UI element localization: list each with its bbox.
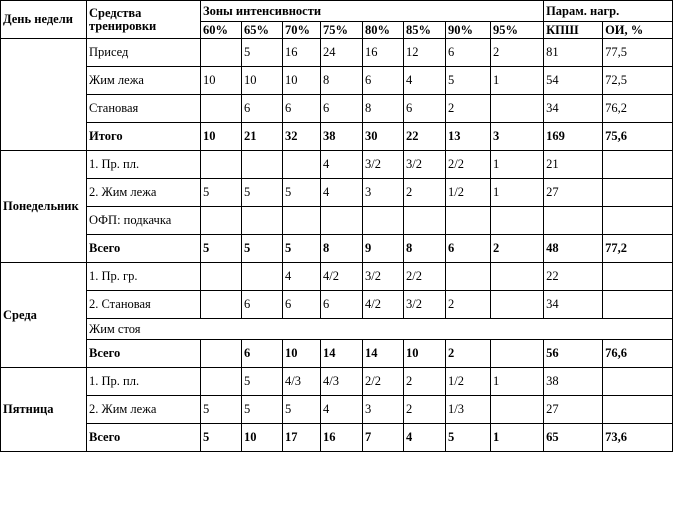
kpsh-cell: 21 [544, 151, 603, 179]
table-row [1, 207, 673, 235]
total-row [1, 123, 673, 151]
kpsh-cell: 27 [544, 396, 603, 424]
zone-cell: 22 [404, 123, 446, 151]
day-cell: Среда [1, 263, 87, 368]
zone-cell [201, 263, 242, 291]
zone-cell [446, 263, 491, 291]
zone-cell [491, 263, 544, 291]
zone-header: 75% [321, 22, 363, 39]
zone-cell: 13 [446, 123, 491, 151]
oi-header: ОИ, % [603, 22, 673, 39]
zone-cell: 1 [491, 368, 544, 396]
zone-cell: 5 [242, 396, 283, 424]
zone-cell: 10 [242, 424, 283, 452]
params-column-header: Парам. нагр. [544, 1, 673, 22]
kpsh-cell: 56 [544, 340, 603, 368]
means-cell: Присед [87, 39, 201, 67]
oi-cell: 77,5 [603, 39, 673, 67]
zone-header: 70% [283, 22, 321, 39]
zone-cell [242, 151, 283, 179]
zone-cell: 32 [283, 123, 321, 151]
zone-cell: 4 [321, 151, 363, 179]
zone-cell [201, 151, 242, 179]
zone-cell: 6 [321, 291, 363, 319]
zone-cell [201, 95, 242, 123]
zone-cell: 10 [201, 67, 242, 95]
oi-cell [603, 151, 673, 179]
means-cell: 1. Пр. пл. [87, 368, 201, 396]
means-cell: Жим стоя [87, 319, 673, 340]
zone-cell [201, 291, 242, 319]
zone-cell: 6 [363, 67, 404, 95]
zone-cell: 10 [201, 123, 242, 151]
zone-cell: 3/2 [363, 263, 404, 291]
kpsh-header: КПШ [544, 22, 603, 39]
oi-cell: 72,5 [603, 67, 673, 95]
zone-cell [363, 207, 404, 235]
zone-cell: 3/2 [363, 151, 404, 179]
zone-cell: 4/2 [363, 291, 404, 319]
total-row [1, 424, 673, 452]
oi-cell [603, 291, 673, 319]
zone-cell: 8 [321, 67, 363, 95]
day-cell: Пятница [1, 368, 87, 452]
table-row [1, 179, 673, 207]
zone-cell [201, 340, 242, 368]
oi-cell: 73,6 [603, 424, 673, 452]
zone-cell [491, 396, 544, 424]
zone-cell: 14 [321, 340, 363, 368]
zone-cell [491, 340, 544, 368]
zone-cell: 5 [242, 39, 283, 67]
zone-cell [491, 291, 544, 319]
zone-cell: 38 [321, 123, 363, 151]
zones-column-header: Зоны интенсивности [201, 1, 544, 22]
zone-header: 90% [446, 22, 491, 39]
zone-cell: 2/2 [404, 263, 446, 291]
zone-cell: 8 [404, 235, 446, 263]
zone-cell: 5 [283, 235, 321, 263]
zone-header: 95% [491, 22, 544, 39]
table-row [1, 263, 673, 291]
oi-cell: 75,6 [603, 123, 673, 151]
zone-cell: 5 [242, 368, 283, 396]
zone-cell: 1 [491, 67, 544, 95]
zone-cell: 6 [242, 291, 283, 319]
zone-cell: 2 [491, 39, 544, 67]
zone-cell [283, 151, 321, 179]
zone-cell [283, 207, 321, 235]
oi-cell: 76,6 [603, 340, 673, 368]
means-column-header: Средства тренировки [87, 1, 201, 39]
kpsh-cell [544, 207, 603, 235]
zone-cell [491, 207, 544, 235]
zone-cell: 21 [242, 123, 283, 151]
zone-header: 80% [363, 22, 404, 39]
means-cell: 1. Пр. гр. [87, 263, 201, 291]
oi-cell: 76,2 [603, 95, 673, 123]
zone-cell: 17 [283, 424, 321, 452]
zone-cell: 4/3 [283, 368, 321, 396]
table-row [1, 67, 673, 95]
zone-cell: 14 [363, 340, 404, 368]
zone-cell: 1 [491, 151, 544, 179]
zone-cell [491, 95, 544, 123]
means-cell: 1. Пр. пл. [87, 151, 201, 179]
oi-cell [603, 396, 673, 424]
kpsh-cell: 169 [544, 123, 603, 151]
means-cell: Всего [87, 235, 201, 263]
zone-cell: 16 [321, 424, 363, 452]
zone-cell: 5 [242, 179, 283, 207]
zone-cell: 6 [283, 95, 321, 123]
kpsh-cell: 38 [544, 368, 603, 396]
day-cell: Понедельник [1, 151, 87, 263]
zone-cell: 6 [404, 95, 446, 123]
zone-cell: 10 [283, 67, 321, 95]
zone-cell: 7 [363, 424, 404, 452]
zone-cell: 10 [242, 67, 283, 95]
zone-cell: 2 [446, 95, 491, 123]
table-row [1, 291, 673, 319]
zone-cell: 16 [283, 39, 321, 67]
oi-cell [603, 207, 673, 235]
zone-cell: 16 [363, 39, 404, 67]
zone-cell: 2 [446, 340, 491, 368]
means-cell: Всего [87, 340, 201, 368]
zone-cell: 2/2 [363, 368, 404, 396]
total-row [1, 235, 673, 263]
kpsh-cell: 34 [544, 95, 603, 123]
zone-cell: 5 [201, 396, 242, 424]
kpsh-cell: 54 [544, 67, 603, 95]
zone-cell [201, 368, 242, 396]
zone-cell: 12 [404, 39, 446, 67]
zone-cell: 8 [363, 95, 404, 123]
zone-cell: 1/2 [446, 368, 491, 396]
means-cell: Жим лежа [87, 67, 201, 95]
zone-cell: 4 [283, 263, 321, 291]
zone-cell [201, 39, 242, 67]
table-row [1, 39, 673, 67]
zone-cell: 5 [283, 396, 321, 424]
zone-cell: 3/2 [404, 291, 446, 319]
kpsh-cell: 27 [544, 179, 603, 207]
zone-cell: 3/2 [404, 151, 446, 179]
zone-cell: 5 [201, 424, 242, 452]
zone-cell: 2 [404, 368, 446, 396]
zone-cell [242, 207, 283, 235]
means-cell: Всего [87, 424, 201, 452]
table-body [1, 39, 673, 452]
zone-cell: 3 [363, 179, 404, 207]
means-cell: 2. Жим лежа [87, 179, 201, 207]
zone-header: 65% [242, 22, 283, 39]
table-row [1, 319, 673, 340]
day-cell [1, 39, 87, 151]
zone-cell: 2 [404, 179, 446, 207]
zone-cell: 9 [363, 235, 404, 263]
zone-cell: 2 [446, 291, 491, 319]
kpsh-cell: 48 [544, 235, 603, 263]
zone-cell: 6 [446, 235, 491, 263]
kpsh-cell: 34 [544, 291, 603, 319]
zone-cell: 3 [491, 123, 544, 151]
means-cell: Становая [87, 95, 201, 123]
zone-cell: 1/2 [446, 179, 491, 207]
means-cell: 2. Жим лежа [87, 396, 201, 424]
means-cell: 2. Становая [87, 291, 201, 319]
kpsh-cell: 65 [544, 424, 603, 452]
zone-cell: 30 [363, 123, 404, 151]
zone-cell: 6 [321, 95, 363, 123]
zone-cell [201, 207, 242, 235]
zone-cell: 3 [363, 396, 404, 424]
zone-cell: 24 [321, 39, 363, 67]
zone-cell: 1 [491, 424, 544, 452]
zone-cell: 5 [201, 235, 242, 263]
zone-cell: 6 [242, 95, 283, 123]
table-row [1, 396, 673, 424]
oi-cell: 77,2 [603, 235, 673, 263]
means-cell: ОФП: подкачка [87, 207, 201, 235]
kpsh-cell: 81 [544, 39, 603, 67]
zone-cell: 4/2 [321, 263, 363, 291]
zone-cell: 5 [201, 179, 242, 207]
zone-cell: 8 [321, 235, 363, 263]
kpsh-cell: 22 [544, 263, 603, 291]
zone-cell: 5 [446, 424, 491, 452]
zone-cell: 5 [283, 179, 321, 207]
table-row [1, 95, 673, 123]
total-row [1, 340, 673, 368]
zone-cell: 2 [491, 235, 544, 263]
oi-cell [603, 263, 673, 291]
zone-cell: 6 [283, 291, 321, 319]
zone-cell [242, 263, 283, 291]
zone-header: 85% [404, 22, 446, 39]
table-row [1, 151, 673, 179]
zone-cell: 1/3 [446, 396, 491, 424]
zone-cell: 10 [283, 340, 321, 368]
zone-cell: 1 [491, 179, 544, 207]
oi-cell [603, 368, 673, 396]
day-column-header: День недели [1, 1, 87, 39]
zone-cell: 2 [404, 396, 446, 424]
zone-cell: 2/2 [446, 151, 491, 179]
zone-cell [321, 207, 363, 235]
zone-cell: 6 [446, 39, 491, 67]
zone-cell: 6 [242, 340, 283, 368]
zone-cell [404, 207, 446, 235]
zone-cell: 5 [446, 67, 491, 95]
means-cell: Итого [87, 123, 201, 151]
zone-header: 60% [201, 22, 242, 39]
zone-cell: 10 [404, 340, 446, 368]
zone-cell: 4 [321, 179, 363, 207]
zone-cell [446, 207, 491, 235]
zone-cell: 4 [321, 396, 363, 424]
zone-cell: 4/3 [321, 368, 363, 396]
oi-cell [603, 179, 673, 207]
table-row [1, 368, 673, 396]
zone-cell: 5 [242, 235, 283, 263]
zone-cell: 4 [404, 424, 446, 452]
zone-cell: 4 [404, 67, 446, 95]
